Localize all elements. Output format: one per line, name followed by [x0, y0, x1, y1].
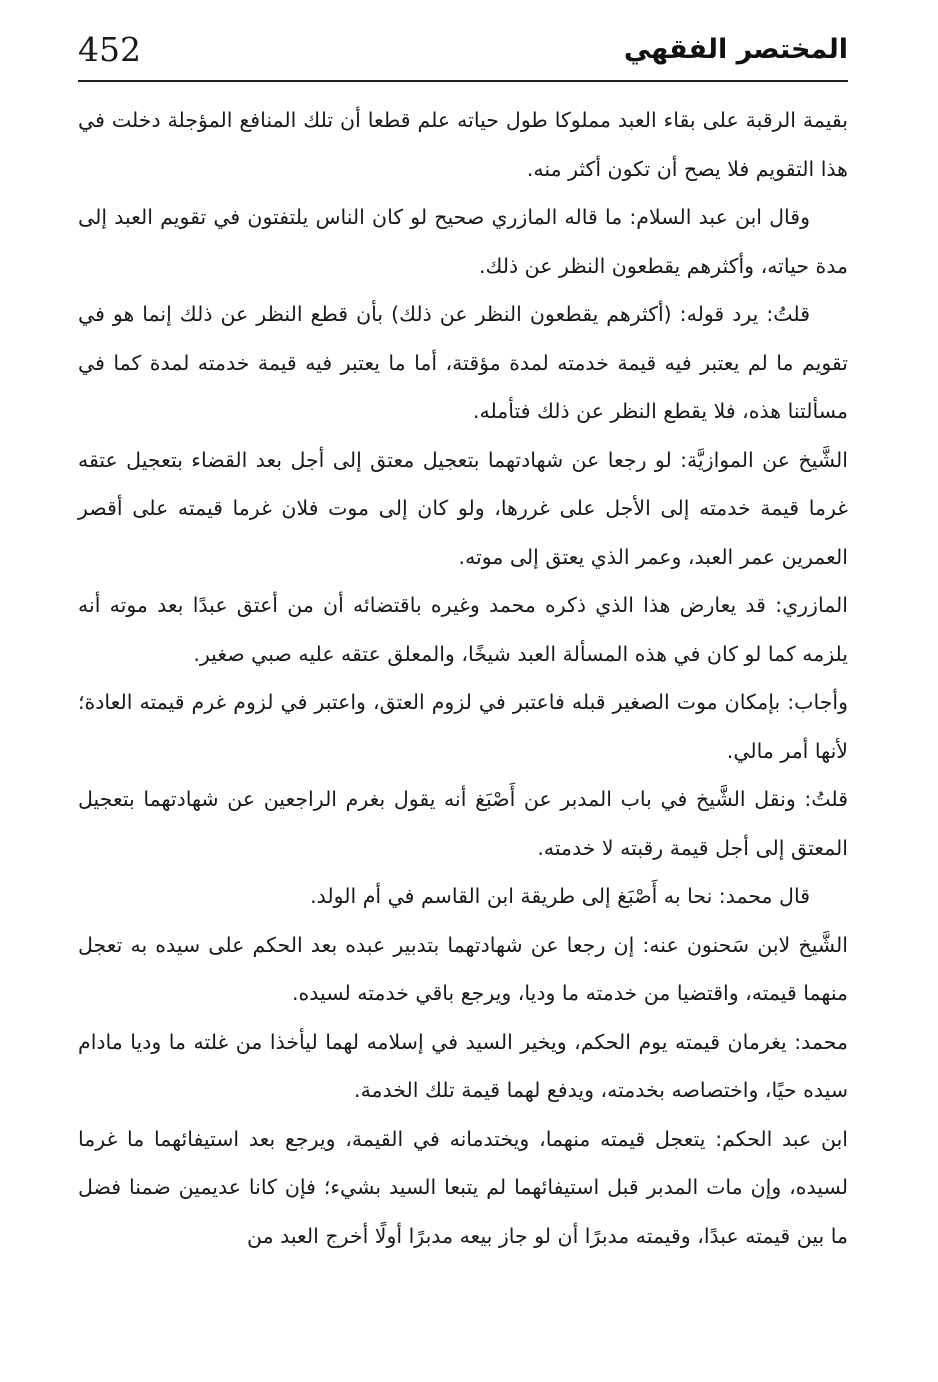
paragraph-7: قلتُ: ونقل الشَّيخ في باب المدبر عن أَصْبَغ أنه يقول بغرم الراجعين عن شهادتهما بتعجيل المعتق إلى أجل قيمة رقبته لا خدمته.: [78, 787, 848, 860]
paragraph-3: قلتُ: يرد قوله: (أكثرهم يقطعون النظر عن ذلك) بأن قطع النظر عن ذلك إنما هو في تقويم ما لم يعتبر فيه قيمة خدمته لمدة مؤقتة، أما ما يعتبر فيه قيمة خدمته لمدة كما في مسألتنا هذه، فلا يقطع النظر عن ذلك فتأمله.: [78, 302, 848, 423]
paragraph-2: وقال ابن عبد السلام: ما قاله المازري صحيح لو كان الناس يلتفتون في تقويم العبد إلى مدة حياته، وأكثرهم يقطعون النظر عن ذلك.: [78, 205, 848, 278]
paragraph-4: الشَّيخ عن الموازيَّة: لو رجعا عن شهادتهما بتعجيل معتق إلى أجل بعد القضاء بتعجيل عتقه غرما قيمة خدمته إلى الأجل على غررها، ولو كان إلى موت فلان غرما قيمته على أقصر العمرين عمر العبد، وعمر الذي يعتق إلى موته.: [78, 447, 848, 569]
paragraph-5: المازري: قد يعارض هذا الذي ذكره محمد وغيره باقتضائه أن من أعتق عبدًا بعد موته أنه يلزمه كما لو كان في هذه المسألة العبد شيخًا، والمعلق عتقه عليه صبي صغير.: [78, 593, 848, 666]
body-text: [78, 96, 848, 1260]
paragraph-10: محمد: يغرمان قيمته يوم الحكم، ويخير السيد في إسلامه لهما ليأخذا من غلته ما وديا مادام سيده حيًا، واختصاصه بخدمته، ويدفع لهما قيمة تلك الخدمة.: [78, 1029, 848, 1102]
running-title: المختصر الفقهي: [623, 34, 848, 65]
paragraph-1: بقيمة الرقبة على بقاء العبد مملوكا طول حياته علم قطعا أن تلك المنافع المؤجلة دخلت في هذا التقويم فلا يصح أن تكون أكثر منه.: [78, 108, 848, 181]
paragraph-9: الشَّيخ لابن سَحنون عنه: إن رجعا عن شهادتهما بتدبير عبده بعد الحكم على سيده به تعجل منهما قيمته، واقتضيا من خدمته ما وديا، ويرجع باقي خدمته لسيده.: [78, 932, 848, 1005]
paragraph-6: وأجاب: بإمكان موت الصغير قبله فاعتبر في لزوم العتق، واعتبر في لزوم غرم قيمته العادة؛ لأنها أمر مالي.: [78, 690, 848, 763]
header-divider: [78, 80, 848, 82]
paragraph-11: ابن عبد الحكم: يتعجل قيمته منهما، ويختدمانه في القيمة، ويرجع بعد استيفائهما ما غرما لسيده، وإن مات المدبر قبل استيفائهما لم يتبعا السيد بشيء؛ فإن كانا عديمين ضمنا فضل ما بين قيمته عبدًا، وقيمته مدبرًا أن لو جاز بيعه مدبرًا أولًا أخرج العبد من: [78, 1126, 848, 1248]
page-header: [78, 26, 848, 82]
paragraph-8: قال محمد: نحا به أَصْبَغ إلى طريقة ابن القاسم في أم الولد.: [310, 884, 810, 908]
page-number: 452: [78, 30, 141, 69]
